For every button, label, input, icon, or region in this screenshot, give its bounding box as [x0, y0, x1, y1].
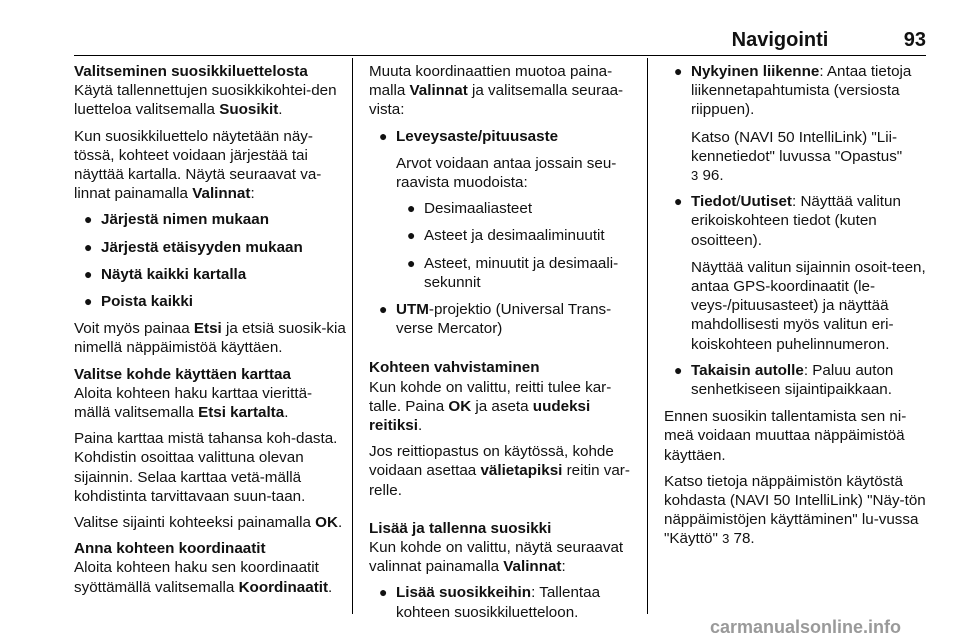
list-item: ● Leveysaste/pituusaste	[379, 127, 559, 145]
column-divider-2	[647, 58, 648, 614]
paragraph: Aloita kohteen haku sen koordinaatit syöttämällä valitsemalla Koordinaatit.	[74, 559, 333, 596]
watermark: carmanualsonline.info	[710, 617, 902, 637]
list-item: ● Näytä kaikki kartalla	[84, 265, 247, 283]
paragraph: Ennen suosikin tallentamista sen ni-meä voidaan muuttaa näppäimistöä käyttäen.	[664, 408, 907, 464]
header-rule	[74, 55, 926, 56]
list-item: ● Takaisin autolle: Paluu auton senhetkiseen sijaintipaikkaan.	[674, 361, 894, 399]
column-3	[664, 62, 928, 556]
list-item: ● Järjestä etäisyyden mukaan	[84, 238, 303, 256]
section-heading: Kohteen vahvistaminen	[369, 359, 540, 377]
list-item: ● Tiedot/Uutiset: Näyttää valitun erikoiskohteen tiedot (kuten osoitteen).	[674, 193, 901, 249]
paragraph: Kun kohde on valittu, reitti tulee kar-talle. Paina OK ja aseta uudeksi reitiksi.	[369, 378, 612, 435]
paragraph: Aloita kohteen haku karttaa vierittä-mällä valitsemalla Etsi kartalta.	[74, 384, 313, 422]
column-1	[74, 62, 346, 604]
paragraph: Kun suosikkiluettelo näytetään näy-tössä, kohteet voidaan järjestää tai näyttää kartalla. Näytä seuraavat va-linnat painamalla Valinnat:	[74, 127, 322, 203]
list-item: ● Desimaaliasteet	[407, 200, 533, 218]
column-divider-1	[352, 58, 353, 614]
page-reference-icon: 3	[691, 168, 699, 184]
list-item: ● Nykyinen liikenne: Antaa tietoja liikennetapahtumista (versiosta riippuen).	[674, 63, 912, 119]
paragraph: Katso (NAVI 50 IntelliLink) "Lii-kennetiedot" luvussa "Opastus" 3 96.	[691, 128, 903, 185]
column-2	[369, 62, 637, 630]
section-heading: Anna kohteen koordinaatit	[74, 540, 266, 558]
list-item: ● Poista kaikki	[84, 293, 194, 311]
page-reference-icon: 3	[722, 531, 730, 547]
list-item: ● Asteet ja desimaaliminuutit	[407, 227, 605, 245]
section-heading: Valitseminen suosikkiluettelosta	[74, 63, 308, 80]
paragraph: Voit myös painaa Etsi ja etsiä suosik-kia nimellä näppäimistöä käyttäen.	[74, 320, 346, 357]
page-number: 93	[903, 29, 926, 51]
paragraph: Valitse sijainti kohteeksi painamalla OK.	[74, 514, 343, 532]
page-title: Navigointi	[731, 29, 829, 51]
list-item: ● Lisää suosikkeihin: Tallentaa kohteen suosikkiluetteloon.	[379, 584, 601, 621]
paragraph: Katso tietoja näppäimistön käytöstä kohdasta (NAVI 50 IntelliLink) "Näy-tön näppäimistöjen käyttäminen" lu-vussa "Käyttö" 3 78.	[664, 472, 926, 548]
paragraph: Jos reittiopastus on käytössä, kohde voidaan asettaa välietapiksi reitin var-relle.	[369, 443, 630, 499]
list-item: ● Asteet, minuutit ja desimaali-sekunnit	[407, 254, 619, 291]
list-item: ● Järjestä nimen mukaan	[84, 211, 269, 229]
paragraph: Paina karttaa mistä tahansa koh-dasta. Kohdistin osoittaa valittuna olevan sijainnin. Selaa karttaa vetä-mällä kohdistinta tarvittavaan suun-taan.	[74, 430, 338, 505]
paragraph: Arvot voidaan antaa jossain seu-raavista muodoista:	[396, 154, 617, 192]
paragraph: Käytä tallennettujen suosikkikohtei-den luetteloa valitsemalla Suosikit.	[74, 82, 337, 119]
paragraph: Muuta koordinaattien muotoa paina-malla Valinnat ja valitsemalla seuraa-vista:	[369, 63, 624, 119]
paragraph: Näyttää valitun sijainnin osoit-teen, antaa GPS-koordinaatit (le-veys-/pituusasteet) ja näyttää mahdollisesti myös valitun eri-koiskohteen puhelinnumeron.	[691, 258, 926, 353]
section-heading: Valitse kohde käyttäen karttaa	[74, 365, 291, 383]
paragraph: Kun kohde on valittu, näytä seuraavat valinnat painamalla Valinnat:	[369, 539, 624, 576]
list-item: ● UTM-projektio (Universal Trans-verse Mercator)	[379, 301, 612, 338]
section-heading: Lisää ja tallenna suosikki	[369, 519, 552, 537]
